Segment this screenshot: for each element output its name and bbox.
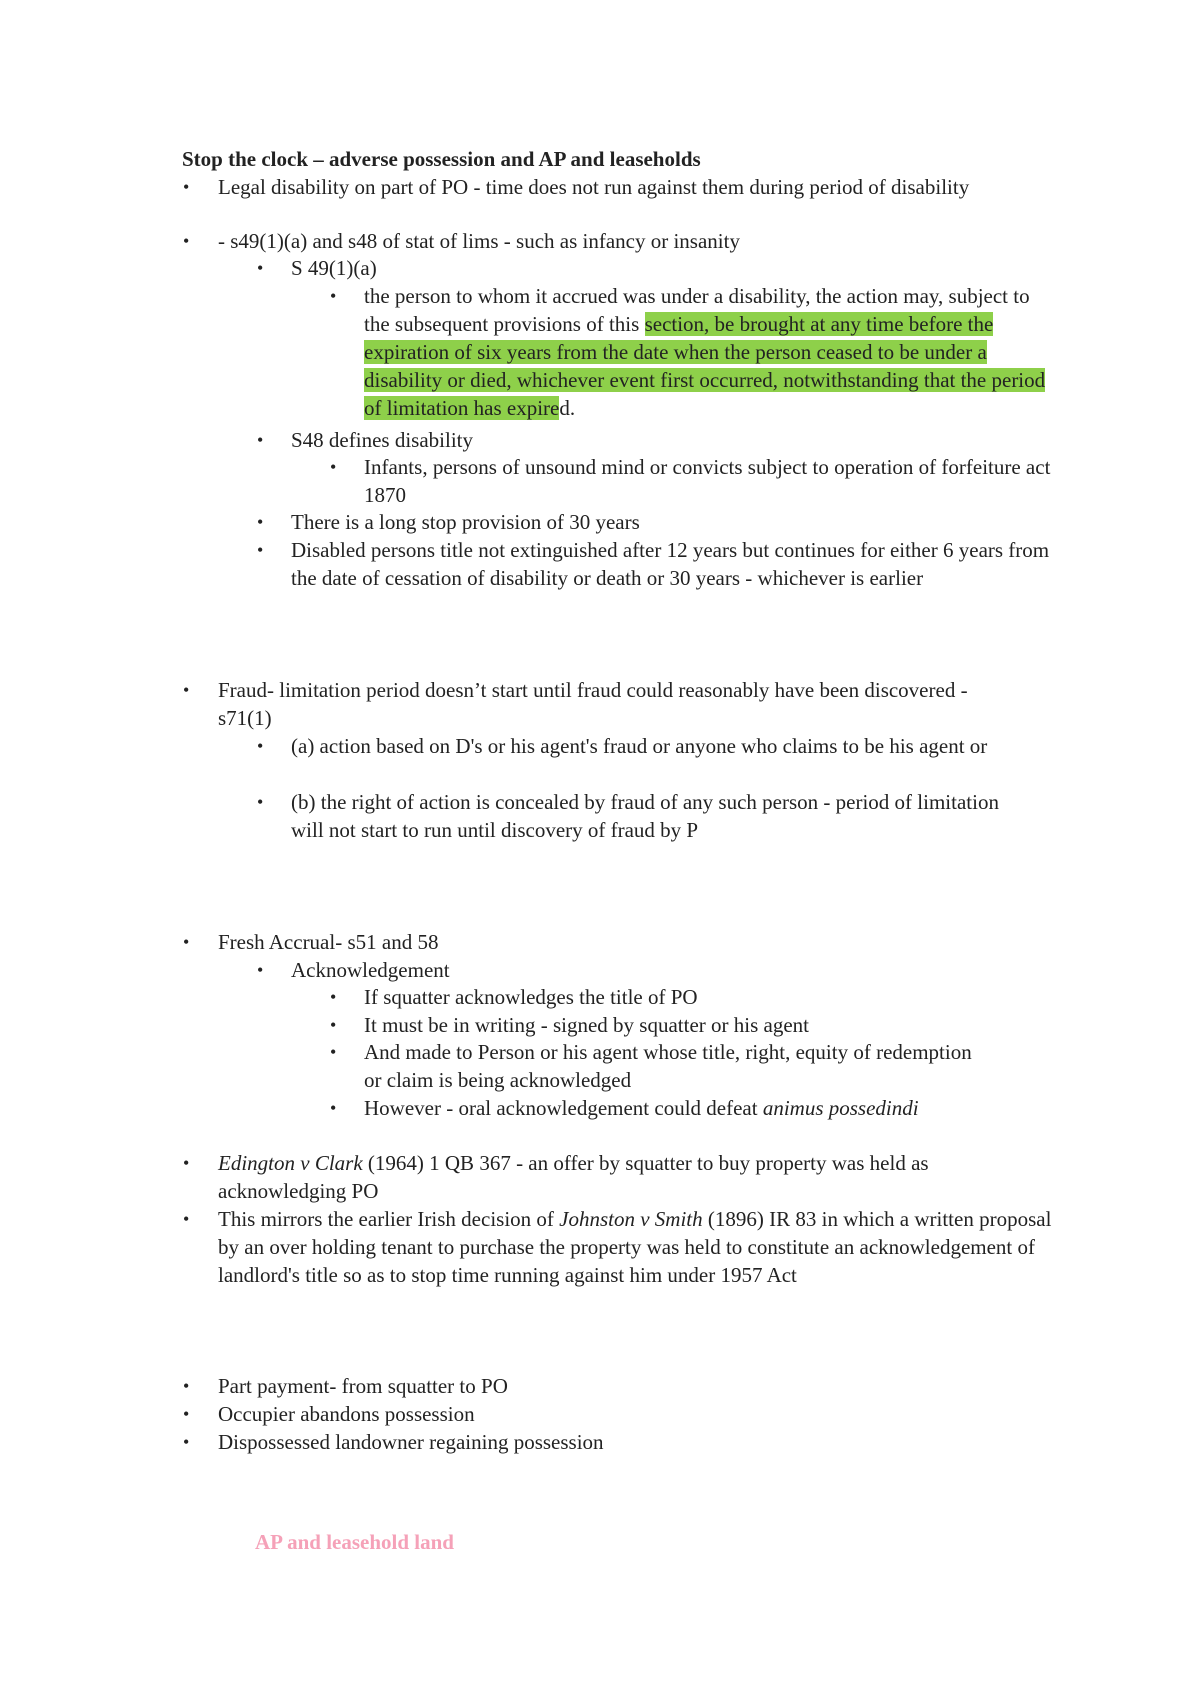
bullet-icon: • xyxy=(257,258,264,278)
document-title: Stop the clock – adverse possession and AP and leaseholds xyxy=(182,147,701,171)
bullet-icon: • xyxy=(257,960,264,980)
bullet-icon: • xyxy=(183,1209,190,1229)
bullet-fraud-b: • (b) the right of action is concealed by fraud of any such person - period of limitation will not start to run until discovery of fraud by P xyxy=(257,790,999,842)
bullet-icon: • xyxy=(257,540,264,560)
bullet-icon: • xyxy=(257,736,264,756)
bullet-icon: • xyxy=(183,1153,190,1173)
bullet-ack-1: • If squatter acknowledges the title of PO xyxy=(330,985,698,1009)
bullet-icon: • xyxy=(183,1376,190,1396)
bullet-s48-text: • Infants, persons of unsound mind or convicts subject to operation of forfeiture act 1870 xyxy=(330,455,1051,507)
bullet-s49-heading: • S 49(1)(a) xyxy=(257,256,377,280)
bullet-ack-3: • And made to Person or his agent whose title, right, equity of redemption or claim is being acknowledged xyxy=(330,1040,972,1092)
bullet-icon: • xyxy=(183,231,190,251)
bullet-johnston-v-smith: • This mirrors the earlier Irish decision of Johnston v Smith (1896) IR 83 in which a written proposal by an over holding tenant to purchase the property was held to constitute an acknowledgement of landlord's title so as to stop time running against him under 1957 Act xyxy=(183,1207,1052,1287)
bullet-icon: • xyxy=(183,680,190,700)
bullet-fraud: • Fraud- limitation period doesn’t start until fraud could reasonably have been discovered - s71(1) xyxy=(183,678,968,730)
bullet-icon: • xyxy=(330,1015,337,1035)
bullet-icon: • xyxy=(183,1432,190,1452)
bullet-icon: • xyxy=(183,1404,190,1424)
bullet-icon: • xyxy=(330,286,337,306)
bullet-legal-disability: • Legal disability on part of PO - time does not run against them during period of disability xyxy=(183,175,970,199)
heading-ap-leasehold: AP and leasehold land xyxy=(255,1530,454,1554)
bullet-longstop: • There is a long stop provision of 30 years xyxy=(257,510,640,534)
bullet-ack-4: • However - oral acknowledgement could defeat animus possedindi xyxy=(330,1096,919,1120)
bullet-disabled-title: • Disabled persons title not extinguished after 12 years but continues for either 6 years from the date of cessation of disability or death or 30 years - whichever is earlier xyxy=(257,538,1050,590)
bullet-s49-s48: • - s49(1)(a) and s48 of stat of lims - such as infancy or insanity xyxy=(183,229,740,253)
bullet-icon: • xyxy=(257,512,264,532)
bullet-edington-v-clark: • Edington v Clark (1964) 1 QB 367 - an offer by squatter to buy property was held as acknowledging PO xyxy=(183,1151,929,1203)
bullet-fresh-accrual: • Fresh Accrual- s51 and 58 xyxy=(183,930,439,954)
bullet-fraud-a: • (a) action based on D's or his agent's fraud or anyone who claims to be his agent or xyxy=(257,734,988,758)
bullet-icon: • xyxy=(183,932,190,952)
bullet-icon: • xyxy=(257,792,264,812)
bullet-icon: • xyxy=(257,430,264,450)
bullet-part-payment: • Part payment- from squatter to PO xyxy=(183,1374,508,1398)
bullet-acknowledgement: • Acknowledgement xyxy=(257,958,450,982)
bullet-icon: • xyxy=(330,987,337,1007)
bullet-icon: • xyxy=(183,177,190,197)
bullet-s49-text: • the person to whom it accrued was under a disability, the action may, subject to the subsequent provisions of this section, be brought at any time before the expiration of six years from the date when the person ceased to be under a disability or died, whichever event first occurred, notwithstanding that the period of limitation has expired. xyxy=(330,284,1046,420)
bullet-icon: • xyxy=(330,1098,337,1118)
bullet-occupier-abandons: • Occupier abandons possession xyxy=(183,1402,475,1426)
bullet-dispossessed-landowner: • Dispossessed landowner regaining possession xyxy=(183,1430,604,1454)
highlighted-text: section, be brought at any time before the expiration of six years from the date when the person ceased to be under a disability or died, whichever event first occurred, notwithstanding that the period of limitation has expire xyxy=(364,312,1046,420)
bullet-s48-heading: • S48 defines disability xyxy=(257,428,473,452)
bullet-ack-2: • It must be in writing - signed by squatter or his agent xyxy=(330,1013,810,1037)
bullet-icon: • xyxy=(330,457,337,477)
bullet-icon: • xyxy=(330,1042,337,1062)
